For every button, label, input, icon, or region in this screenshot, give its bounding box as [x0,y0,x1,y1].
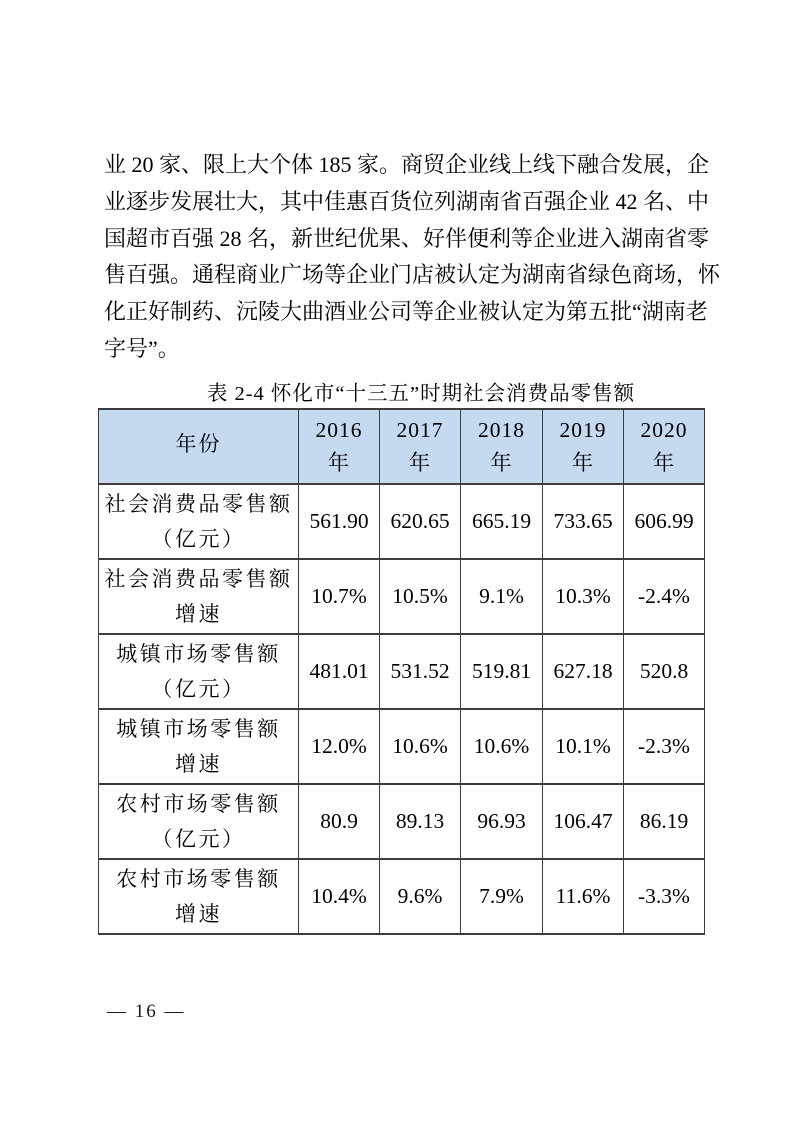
value-cell: 89.13 [380,784,461,859]
value-cell: -3.3% [624,859,705,934]
value-cell: 665.19 [461,484,543,559]
table-header-row [99,409,705,484]
row-label-cell: 农村市场零售额 增速 [99,859,299,934]
value-cell: 86.19 [624,784,705,859]
row-label-cell: 农村市场零售额 （亿元） [99,784,299,859]
value-cell: 531.52 [380,634,461,709]
row-label-cell: 城镇市场零售额 增速 [99,709,299,784]
value-cell: 9.1% [461,559,543,634]
value-cell: 561.90 [299,484,380,559]
table-row [99,859,705,934]
table-row [99,709,705,784]
statistics-table-wrapper [98,408,704,935]
consumption-statistics-table [98,408,705,935]
value-cell: 481.01 [299,634,380,709]
paragraph-line: 化正好制药、沅陵大曲酒业公司等企业被认定为第五批“湖南老 [104,299,708,325]
value-cell: 10.1% [543,709,624,784]
table-caption: 表 2-4 怀化市“十三五”时期社会消费品零售额 [206,383,636,405]
value-cell: 106.47 [543,784,624,859]
paragraph-line: 业 20 家、限上大个体 185 家。商贸企业线上线下融合发展，企 [104,152,710,177]
table-row [99,559,705,634]
value-cell: 519.81 [461,634,543,709]
value-cell: 606.99 [624,484,705,559]
table-row [99,484,705,559]
value-cell: 520.8 [624,634,705,709]
row-label-cell: 社会消费品零售额 增速 [99,559,299,634]
value-cell: 96.93 [461,784,543,859]
value-cell: -2.4% [624,559,705,634]
header-cell-2018: 2018 年 [461,409,543,484]
value-cell: 10.6% [461,709,543,784]
value-cell: 10.4% [299,859,380,934]
value-cell: 9.6% [380,859,461,934]
value-cell: 627.18 [543,634,624,709]
paragraph-line: 国超市百强 28 名，新世纪优果、好伴便利等企业进入湖南省零 [104,225,710,251]
table-row [99,634,705,709]
value-cell: -2.3% [624,709,705,784]
value-cell: 80.9 [299,784,380,859]
value-cell: 733.65 [543,484,624,559]
value-cell: 10.6% [380,709,461,784]
value-cell: 10.3% [543,559,624,634]
value-cell: 7.9% [461,859,543,934]
value-cell: 12.0% [299,709,380,784]
header-cell-year-label [99,409,299,484]
row-label-cell: 社会消费品零售额 （亿元） [99,484,299,559]
year-label-text: 年份 [175,432,222,456]
row-label-cell: 城镇市场零售额 （亿元） [99,634,299,709]
table-row [99,784,705,859]
paragraph-line: 字号”。 [104,335,180,361]
value-cell: 10.5% [380,559,461,634]
header-cell-2016: 2016 年 [299,409,380,484]
paragraph-line: 售百强。通程商业广场等企业门店被认定为湖南省绿色商场，怀 [104,262,721,288]
header-cell-2020: 2020 年 [624,409,705,484]
paragraph-line: 业逐步发展壮大，其中佳惠百货位列湖南省百强企业 42 名、中 [104,188,710,214]
value-cell: 620.65 [380,484,461,559]
page-number: — 16 — [107,1001,186,1022]
body-paragraph [104,147,721,368]
header-cell-2017: 2017 年 [380,409,461,484]
value-cell: 10.7% [299,559,380,634]
value-cell: 11.6% [543,859,624,934]
header-cell-2019: 2019 年 [543,409,624,484]
